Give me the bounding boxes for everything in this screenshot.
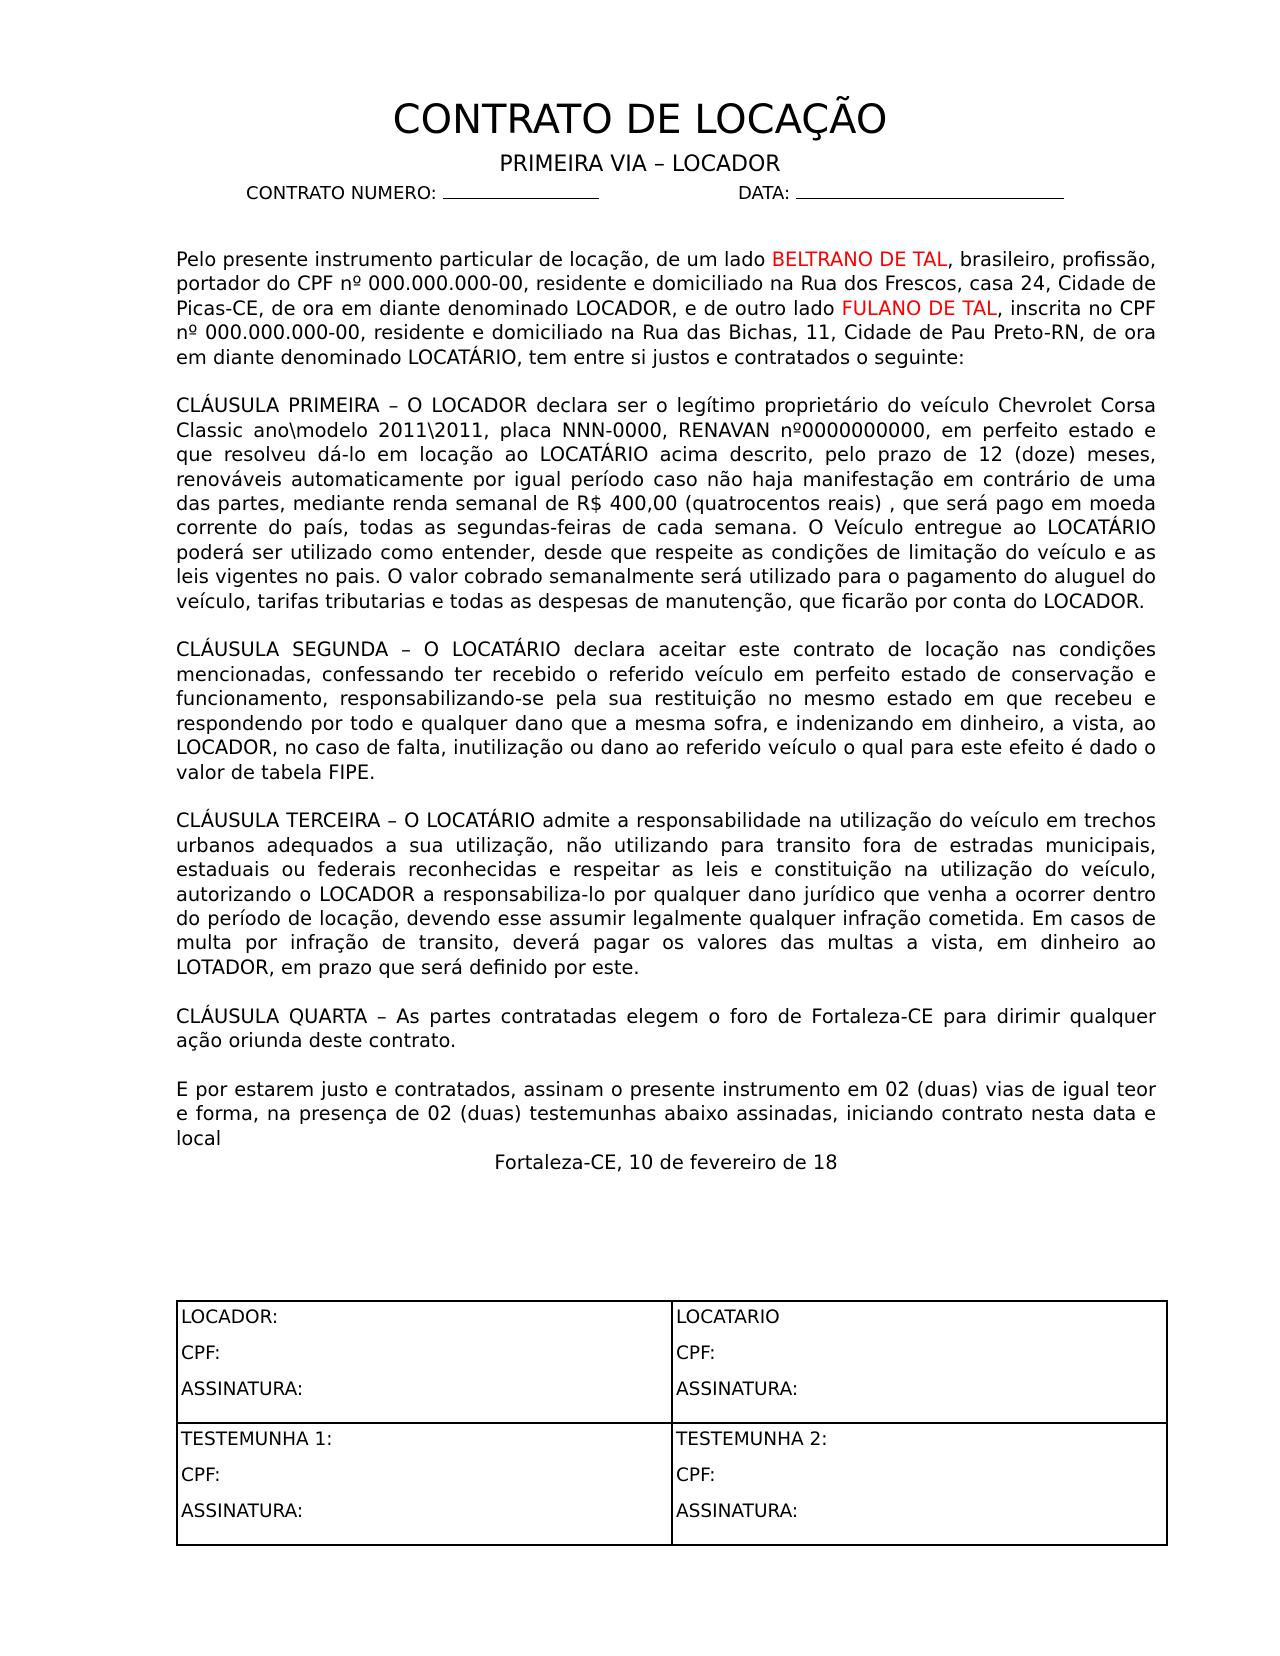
closing-paragraph: E por estarem justo e contratados, assinam o presente instrumento em 02 (duas) vias de igual teor e forma, na presença de 02 (duas) testemunhas abaixo assinadas, iniciando contrato nesta data e local [176, 1077, 1156, 1150]
intro-text-3: , inscrita no CPF nº 000.000.000-00, residente e domiciliado na Rua das Bichas, 11, Cidade de Pau Preto-RN, de ora em diante denominado LOCATÁRIO, tem entre si justos e contratados o seguinte: [176, 296, 1156, 369]
document-title: CONTRATO DE LOCAÇÃO [392, 97, 888, 143]
signature-row-witnesses [177, 1423, 1167, 1545]
clause-terceira: CLÁUSULA TERCEIRA – O LOCATÁRIO admite a responsabilidade na utilização do veículo em trechos urbanos adequados a sua utilização, não utilizando para transito fora de estradas municipais, estaduais ou federais reconhecidas e respeitar as leis e constituição na utilização do veículo, autorizando o LOCADOR a responsabiliza-lo por qualquer dano jurídico que venha a ocorrer dentro do período de locação, devendo esse assumir legalmente qualquer infração cometida. Em casos de multa por infração de transito, deverá pagar os valores das multas a vista, em dinheiro ao LOTADOR, em prazo que será definido por este. [176, 809, 1156, 979]
locador-label: LOCADOR: [181, 1307, 279, 1328]
witness-1-cpf-label: CPF: [181, 1465, 221, 1486]
signature-cell-witness-1 [177, 1423, 672, 1545]
locatario-label: LOCATARIO [676, 1307, 780, 1328]
contract-number-label: CONTRATO NUMERO: [246, 183, 437, 204]
intro-text-1: Pelo presente instrumento particular de locação, de um lado [176, 248, 772, 271]
document-subtitle: PRIMEIRA VIA – LOCADOR [499, 152, 781, 177]
date-blank [796, 180, 1064, 199]
clause-segunda: CLÁUSULA SEGUNDA – O LOCATÁRIO declara aceitar este contrato de locação nas condições mencionadas, confessando ter recebido o referido veículo em perfeito estado de conservação e funcionamento, responsabilizando-se pela sua restituição no mesmo estado em que recebeu e respondendo por todo e qualquer dano que a mesma sofra, e indenizando em dinheiro, a vista, ao LOCADOR, no caso de falta, inutilização ou dano ao referido veículo o qual para este efeito é dado o valor de tabela FIPE. [176, 638, 1156, 784]
place-date: Fortaleza-CE, 10 de fevereiro de 18 [494, 1150, 838, 1174]
signature-cell-locador [177, 1301, 672, 1423]
contract-body [176, 248, 1156, 1175]
signature-table [176, 1300, 1168, 1546]
intro-paragraph [176, 248, 1156, 370]
clause-quarta: CLÁUSULA QUARTA – As partes contratadas elegem o foro de Fortaleza-CE para dirimir qualquer ação oriunda deste contrato. [176, 1004, 1156, 1052]
intro-text-2: , brasileiro, profissão, portador do CPF nº 000.000.000-00, residente e domiciliado na Rua dos Frescos, casa 24, Cidade de Picas-CE, de ora em diante denominado LOCADOR, e de outro lado [176, 248, 1156, 320]
locador-cpf-label: CPF: [181, 1343, 221, 1364]
date-label: DATA: [738, 183, 791, 204]
locatario-name: FULANO DE TAL [841, 296, 997, 320]
contract-number-blank [443, 180, 599, 199]
locatario-cpf-label: CPF: [676, 1343, 716, 1364]
date-field [738, 180, 1064, 205]
signature-cell-locatario [672, 1301, 1167, 1423]
contract-number-field [246, 180, 599, 205]
witness-2-cpf-label: CPF: [676, 1465, 716, 1486]
signature-cell-witness-2 [672, 1423, 1167, 1545]
witness-2-signature-label: ASSINATURA: [676, 1501, 799, 1522]
locatario-signature-label: ASSINATURA: [676, 1379, 799, 1400]
signature-row-parties [177, 1301, 1167, 1423]
witness-1-signature-label: ASSINATURA: [181, 1501, 304, 1522]
locador-name: BELTRANO DE TAL [771, 248, 948, 271]
witness-1-label: TESTEMUNHA 1: [181, 1429, 333, 1450]
witness-2-label: TESTEMUNHA 2: [676, 1429, 828, 1450]
clause-primeira: CLÁUSULA PRIMEIRA – O LOCADOR declara ser o legítimo proprietário do veículo Chevrolet Corsa Classic ano\modelo 2011\2011, placa NNN-0000, RENAVAN nº0000000000, em perfeito estado e que resolveu dá-lo em locação ao LOCATÁRIO acima descrito, pelo prazo de 12 (doze) meses, renováveis automaticamente por igual período caso não haja manifestação em contrário de uma das partes, mediante renda semanal de R$ 400,00 (quatrocentos reais) , que será pago em moeda corrente do país, todas as segundas-feiras de cada semana. O Veículo entregue ao LOCATÁRIO poderá ser utilizado como entender, desde que respeite as condições de limitação do veículo e as leis vigentes no pais. O valor cobrado semanalmente será utilizado para o pagamento do aluguel do veículo, tarifas tributarias e todas as despesas de manutenção, que ficarão por conta do LOCADOR. [176, 394, 1156, 613]
locador-signature-label: ASSINATURA: [181, 1379, 304, 1400]
